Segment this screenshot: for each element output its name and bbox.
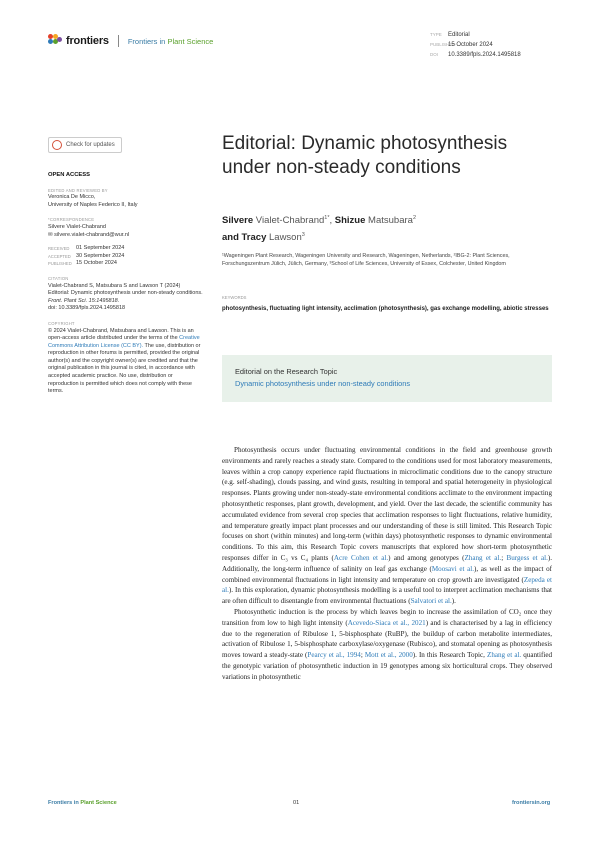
meta-row: [430, 40, 521, 50]
check-updates-label: Check for updates: [66, 142, 115, 148]
date-value: 01 September 2024: [76, 245, 125, 252]
editor-name: Veronica De Micco,: [48, 194, 96, 201]
reference-link[interactable]: Moosavi et al.: [431, 564, 475, 573]
edited-by-label: EDITED AND REVIEWED BY: [48, 187, 108, 193]
reference-link[interactable]: Zhang et al.: [464, 553, 502, 562]
paragraph-1: Photosynthesis occurs under fluctuating environmental conditions in the field and greenhouse growth environments and rarely reaches a steady state. Compared to the conditions used for most laboratory measurements, leaves within a crop canopy experience rapid fluctuations in microclimatic conditions due to the canopy structure (e.g. self-shading), clouds passing, and wind gusts, resulting in temporal and spatial heterogeneity in physiological responses. Plants growing under non-steady-state environmental conditions acclimate to the environment impacting photosynthetic responses, plant growth, development, and yield. Over the last decade, the scientific community has accumulated evidence from several crop species that acclimation responses to light fluctuations, relative humidity, and temperature greatly impact plant processes and our understanding of these is still limited. This Research Topic focuses on short (within minutes) and long-term (within days) photosynthetic responses to dynamic environmental conditions. To this aim, this Research Topic covers manuscripts that explored how short-term photosynthetic responses differ in C₃ vs C₄ plants (Acre Cohen et al.) and among genotypes (Zhang et al.; Burgess et al.). Additionally, the long-term influence of salinity on leaf gas exchange (Moosavi et al.), as well as the impact of combined environmental fluctuations in light intensity and temperature on crop growth are investigated (Zepeda et al.). In this exploration, dynamic photosynthesis modelling is a useful tool to interpret acclimation mechanisms that are often difficult to disentangle from environmental fluctuations (Salvatori et al.).: [222, 446, 553, 606]
date-row: [48, 253, 203, 261]
date-value: 15 October 2024: [76, 260, 117, 267]
correspondence-email-row[interactable]: ✉ silvere.vialet-chabrand@wur.nl: [48, 231, 130, 238]
journal-header: [48, 34, 213, 48]
reference-link[interactable]: Zepeda et al.: [222, 575, 552, 595]
reference-link[interactable]: Zhang et al.: [486, 651, 522, 660]
research-topic-box: [222, 355, 552, 402]
journal-title[interactable]: Frontiers in Plant Science: [127, 36, 214, 46]
citation-text: Vialet-Chabrand S, Matsubara S and Lawson T (2024) Editorial: Dynamic photosynthesis under non-steady conditions.: [48, 282, 203, 297]
reference-link[interactable]: Acevedo-Siaca et al., 2021: [347, 618, 426, 627]
keywords: photosynthesis, fluctuating light intensity, acclimation (photosynthesis), gas exchange modelling, abiotic stresses: [222, 306, 549, 312]
open-access-label: OPEN ACCESS: [48, 172, 90, 178]
article-meta: [430, 30, 521, 60]
topic-intro: Editorial on the Research Topic: [235, 367, 338, 376]
meta-row: [430, 50, 521, 60]
correspondence-label: *CORRESPONDENCE: [48, 217, 95, 223]
author[interactable]: and Tracy Lawson$^3$: [222, 232, 305, 244]
citation-journal: Front. Plant Sci. 15:1495818.: [48, 297, 120, 304]
reference-link[interactable]: Burgess et al.: [506, 553, 548, 562]
editor-affiliation: University of Naples Federico II, Italy: [48, 201, 138, 208]
meta-key: DOI: [430, 52, 439, 57]
topic-link[interactable]: Dynamic photosynthesis under non-steady conditions: [235, 379, 411, 388]
article-title: Editorial: Dynamic photosynthesis under non-steady conditions: [222, 133, 508, 178]
article-body: [222, 445, 552, 683]
meta-row: [430, 30, 521, 40]
meta-key: PUBLISHED: [430, 42, 456, 47]
check-updates-icon: [52, 140, 62, 150]
meta-value: 10.3389/fpls.2024.1495818: [448, 52, 521, 58]
frontiers-logo-icon: [48, 34, 62, 48]
reference-link[interactable]: Pearcy et al., 1994: [307, 651, 361, 660]
correspondence-email[interactable]: silvere.vialet-chabrand@wur.nl: [54, 231, 130, 238]
page-number: 01: [293, 800, 300, 806]
cc-license-link[interactable]: Creative Commons Attribution License (CC BY).: [48, 335, 200, 349]
date-value: 30 September 2024: [76, 252, 125, 259]
copyright-text: © 2024 Vialet-Chabrand, Matsubara and Lawson. This is an open-access article distributed under the terms of the Creative Commons Attribution License (CC BY). The use, distribution or reproduction in other forums is permitted, provided the original author(s) and the copyright owner(s) are credited and that the original publication in this journal is cited, in accordance with accepted academic practice. No use, distribution or reproduction is permitted which does not comply with these terms.: [48, 327, 201, 395]
author[interactable]: Silvere Vialet-Chabrand$^{1*}$: [222, 215, 330, 227]
footer-website-link[interactable]: frontiersin.org: [512, 800, 551, 806]
date-row: [48, 245, 203, 253]
author[interactable]: Shizue Matsubara$^2$: [334, 215, 416, 227]
keywords-label: KEYWORDS: [222, 295, 247, 300]
date-key: ACCEPTED: [48, 253, 71, 259]
reference-link[interactable]: Acre Cohen et al.: [333, 553, 389, 562]
footer-journal: Frontiers in Plant Science: [48, 800, 117, 806]
date-row: [48, 260, 203, 268]
citation-label: CITATION: [48, 275, 69, 281]
copyright-label: COPYRIGHT: [48, 320, 75, 326]
sidebar-info: [48, 172, 203, 396]
article-dates: [48, 245, 203, 268]
reference-link[interactable]: Salvatori et al.: [410, 597, 452, 606]
correspondence-name: Silvere Vialet-Chabrand: [48, 223, 106, 230]
date-key: RECEIVED: [48, 246, 70, 252]
meta-key: TYPE: [430, 32, 442, 37]
meta-value: Editorial: [448, 32, 470, 38]
affiliations: ¹Wageningen Plant Research, Wageningen University and Research, Wageningen, Netherlands, ²IBG-2: Plant Sciences, Forschungszentrum Jülich, Jülich, Germany, ³School of Life Sciences, University of Essex, Colchester, United Kingdom: [222, 253, 510, 267]
citation-doi[interactable]: doi: 10.3389/fpls.2024.1495818: [48, 305, 126, 312]
author-list: Silvere Vialet-Chabrand$^{1*}$, Shizue Matsubara$^2$ and Tracy Lawson$^3$: [222, 215, 416, 244]
paragraph-2: Photosynthetic induction is the process by which leaves begin to increase the assimilation of CO₂ once they transition from low to high light intensity (Acevedo-Siaca et al., 2021) and is characterised by a lag in efficiency due to the regeneration of Ribulose 1, 5-bisphosphate (RuBP), the buildup of carbon metabolite intermediates, activation of Ribulose 1, 5-bisphosphate carboxylase/oxygenase (Rubisco), and stomatal opening as photosynthesis moves toward a steady-state (Pearcy et al., 1994; Mott et al., 2000). In this Research Topic, Zhang et al. quantified the genotypic variation of photosynthetic induction in 19 genotypes among six horticultural crops. They observed variations in photosynthetic: [222, 607, 553, 681]
check-for-updates-button[interactable]: [48, 137, 122, 153]
date-key: PUBLISHED: [48, 261, 72, 267]
brand-name[interactable]: frontiers: [66, 35, 109, 47]
reference-link[interactable]: Mott et al., 2000: [364, 651, 413, 660]
header-divider: [118, 35, 119, 47]
meta-value: 15 October 2024: [448, 42, 493, 48]
